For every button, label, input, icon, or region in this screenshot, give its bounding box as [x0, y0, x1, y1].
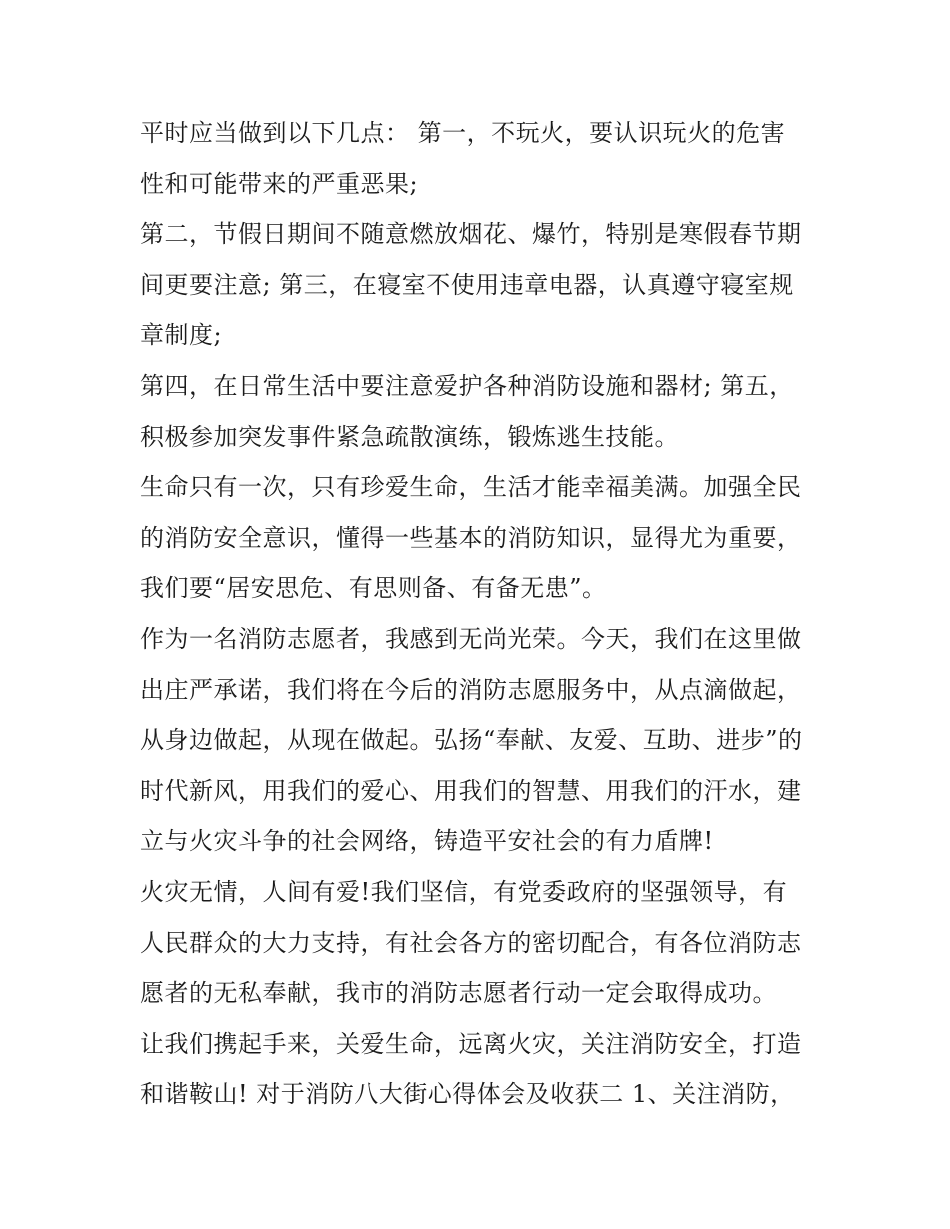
text-line: 时代新风，用我们的爱心、用我们的智慧、用我们的汗水，建 — [140, 776, 802, 805]
document-body — [140, 108, 830, 1120]
text-line: 愿者的无私奉献，我市的消防志愿者行动一定会取得成功。 — [140, 979, 777, 1008]
text-line: 和谐鞍山! 对于消防八大街心得体会及收获二 1、关注消防， — [140, 1080, 795, 1109]
text-line: 第二，节假日期间不随意燃放烟花、爆竹，特别是寒假春节期 — [140, 220, 802, 249]
text-line: 从身边做起，从现在做起。弘扬“奉献、友爱、互助、进步”的 — [140, 726, 803, 755]
text-line: 积极参加突发事件紧急疏散演练，锻炼逃生技能。 — [140, 422, 679, 451]
text-line: 章制度; — [140, 321, 223, 350]
text-line: 性和可能带来的严重恶果; — [140, 169, 419, 198]
text-line: 间更要注意; 第三，在寝室不使用违章电器，认真遵守寝室规 — [140, 270, 794, 299]
text-line: 让我们携起手来，关爱生命，远离火灾，关注消防安全，打造 — [140, 1029, 802, 1058]
text-line: 第四，在日常生活中要注意爱护各种消防设施和器材; 第五， — [140, 371, 794, 400]
text-line: 我们要“居安思危、有思则备、有备无患”。 — [140, 574, 607, 603]
text-line: 生命只有一次，只有珍爱生命，生活才能幸福美满。加强全民 — [140, 473, 802, 502]
text-line: 立与火灾斗争的社会网络，铸造平安社会的有力盾牌! — [140, 827, 714, 856]
text-line: 平时应当做到以下几点： 第一，不玩火，要认识玩火的危害 — [140, 119, 786, 147]
text-line: 出庄严承诺，我们将在今后的消防志愿服务中，从点滴做起， — [140, 675, 802, 704]
text-line: 人民群众的大力支持，有社会各方的密切配合，有各位消防志 — [140, 928, 802, 957]
text-line: 火灾无情，人间有爱!我们坚信，有党委政府的坚强领导，有 — [140, 877, 788, 906]
text-line: 的消防安全意识，懂得一些基本的消防知识，显得尤为重要， — [140, 523, 802, 552]
text-line: 作为一名消防志愿者，我感到无尚光荣。今天，我们在这里做 — [140, 624, 802, 653]
